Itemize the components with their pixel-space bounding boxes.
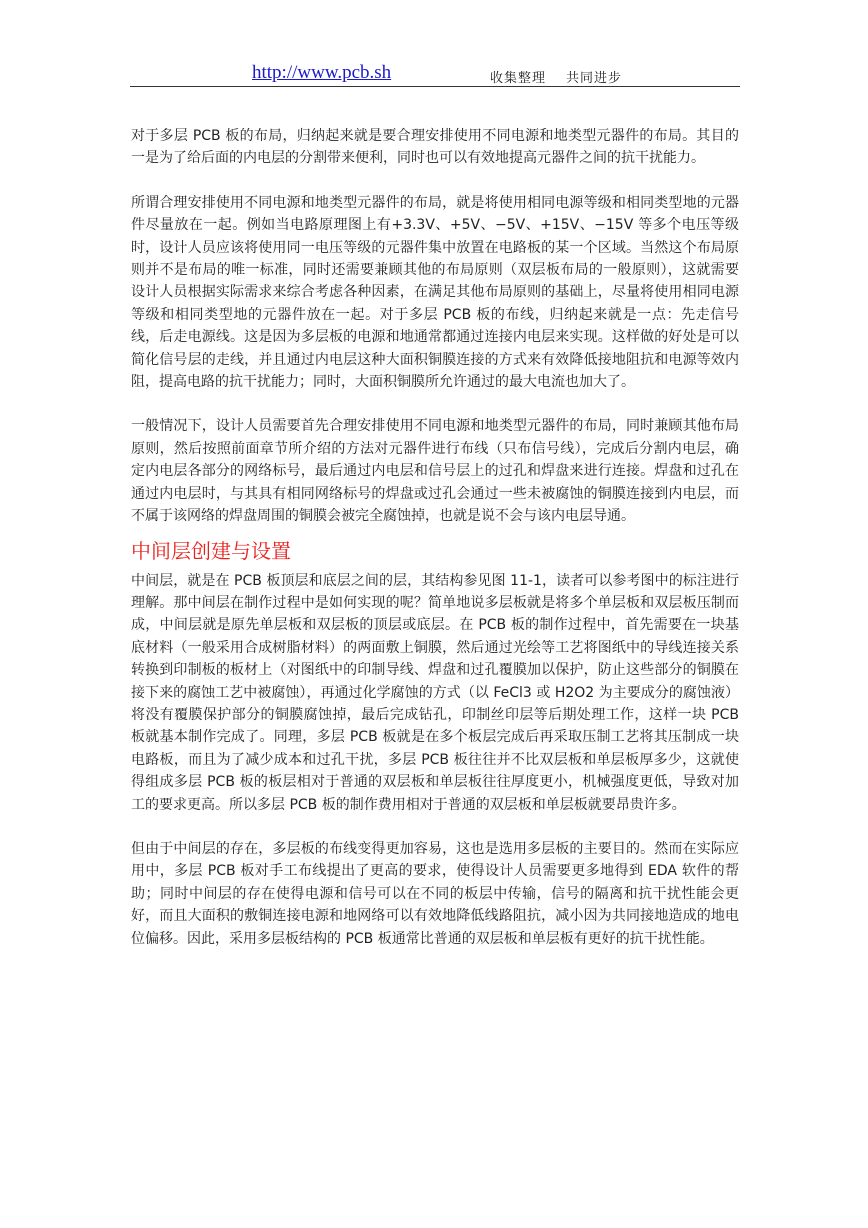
paragraph-layout-summary: 对于多层 PCB 板的布局，归纳起来就是要合理安排使用不同电源和地类型元器件的布局。其目的一是为了给后面的内电层的分割带来便利，同时也可以有效地提高元器件之间的抗干扰能力。 — [131, 128, 739, 167]
paragraph-middle-layer: 中间层，就是在 PCB 板顶层和底层之间的层，其结构参见图 11-1，读者可以参考图中的标注进行理解。那中间层在制作过程中是如何实现的呢？简单地说多层板就是将多个单层板和双层板压制而成，中间层就是原先单层板和双层板的顶层或底层。在 PCB 板的制作过程中，首先需要在一块基底材料（一般采用合成树脂材料）的两面敷上铜膜，然后通过光绘等工艺将图纸中的导线连接关系转换到印制板的板材上（对图纸中的印制导线、焊盘和过孔覆膜加以保护，防止这些部分的铜膜在接下来的腐蚀工艺中被腐蚀），再通过化学腐蚀的方式（以 FeCl3 或 H2O2 为主要成分的腐蚀液）将没有覆膜保护部分的铜膜腐蚀掉，最后完成钻孔，印制丝印层等后期处理工作，这样一块 PCB 板就基本制作完成了。同理，多层 PCB 板就是在多个板层完成后再采取压制工艺将其压制成一块电路板，而且为了减少成本和过孔干扰，多层 PCB 板往往并不比双层板和单层板厚多少，这就使得组成多层 PCB 板的板层相对于普通的双层板和单层板往往厚度更小，机械强度更低，导致对加工的要求更高。所以多层 PCB 板的制作费用相对于普通的双层板和单层板就要昂贵许多。 — [131, 572, 739, 813]
paragraph-general-procedure: 一般情况下，设计人员需要首先合理安排使用不同电源和地类型元器件的布局，同时兼顾其他布局原则，然后按照前面章节所介绍的方法对元器件进行布线（只布信号线），完成后分割内电层，确定内电层各部分的网络标号，最后通过内电层和信号层上的过孔和焊盘来进行连接。焊盘和过孔在通过内电层时，与其具有相同网络标号的焊盘或过孔会通过一些未被腐蚀的铜膜连接到内电层，而不属于该网络的焊盘周围的铜膜会被完全腐蚀掉，也就是说不会与该内电层导通。 — [131, 418, 739, 525]
header-note — [490, 67, 622, 86]
paragraph-layout-principle: 所谓合理安排使用不同电源和地类型元器件的布局，就是将使用相同电源等级和相同类型地的元器件尽量放在一起。例如当电路原理图上有+3.3V、+5V、−5V、+15V、−15V 等多个电压等级时，设计人员应该将使用同一电压等级的元器件集中放置在电路板的某一个区域。当然这个布局原则并不是布局的唯一标准，同时还需要兼顾其他的布局原则（双层板布局的一般原则），这就需要设计人员根据实际需求来综合考虑各种因素，在满足其他布局原则的基础上，尽量将使用相同电源等级和相同类型地的元器件放在一起。对于多层 PCB 板的布线，归纳起来就是一点：先走信号线，后走电源线。这是因为多层板的电源和地通常都通过连接内电层来实现。这样做的好处是可以简化信号层的走线，并且通过内电层这种大面积铜膜连接的方式来有效降低接地阻抗和电源等效内阻，提高电路的抗干扰能力；同时，大面积铜膜所允许通过的最大电流也加大了。 — [131, 194, 739, 391]
section-heading: 中间层创建与设置 — [131, 538, 291, 563]
header-note-progress: 共同进步 — [566, 71, 623, 86]
header-note-collect: 收集整理 — [490, 71, 547, 86]
document-body — [131, 125, 739, 950]
page-header — [130, 62, 740, 87]
paragraph-middle-layer-benefits: 但由于中间层的存在，多层板的布线变得更加容易，这也是选用多层板的主要目的。然而在实际应用中，多层 PCB 板对手工布线提出了更高的要求，使得设计人员需要更多地得到 EDA 软件的帮助；同时中间层的存在使得电源和信号可以在不同的板层中传输，信号的隔离和抗干扰性能会更好，而且大面积的敷铜连接电源和地网络可以有效地降低线路阻抗，减小因为共同接地造成的地电位偏移。因此，采用多层板结构的 PCB 板通常比普通的双层板和单层板有更好的抗干扰性能。 — [131, 840, 739, 947]
website-link[interactable]: http://www.pcb.sh — [252, 62, 392, 83]
